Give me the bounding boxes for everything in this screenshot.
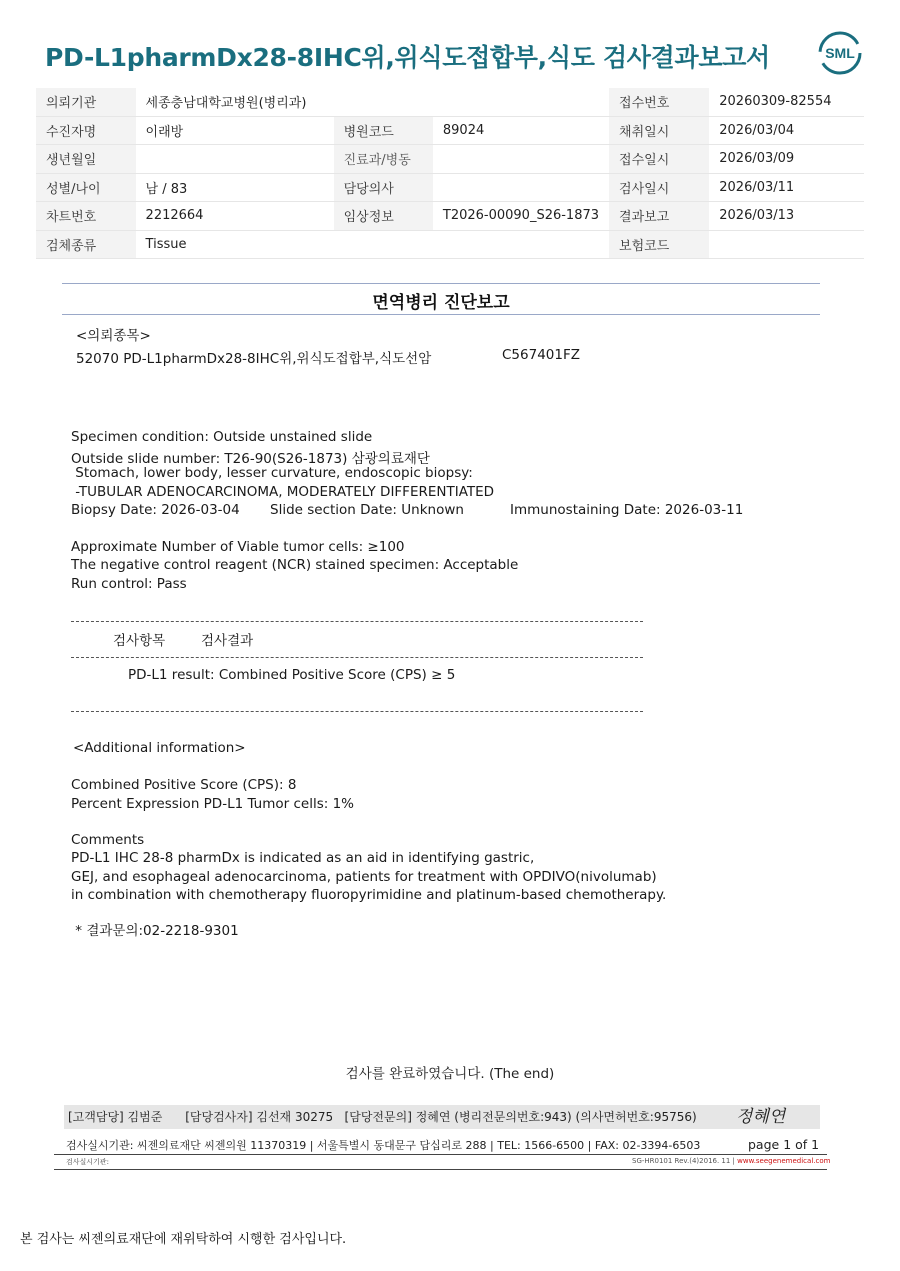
chart-no-value: 2212664 [136, 202, 334, 231]
insurance-code-label: 보험코드 [609, 230, 709, 259]
comment-line: PD-L1 IHC 28-8 pharmDx is indicated as an aid in identifying gastric, [71, 850, 535, 866]
cps-value: Combined Positive Score (CPS): 8 [71, 777, 297, 793]
diagnosis: -TUBULAR ADENOCARCINOMA, MODERATELY DIFFERENTIATED [71, 484, 495, 500]
recipient-value: 이래방 [136, 116, 334, 145]
requesting-org-value: 세종충남대학교병원(병리과) [136, 88, 609, 116]
title-rule-bottom [62, 314, 820, 315]
dept-value [433, 145, 609, 174]
table-row [36, 230, 864, 259]
specimen-type-label: 검체종류 [36, 230, 136, 259]
clinical-info-label: 임상정보 [334, 202, 433, 231]
specimen-condition: Specimen condition: Outside unstained slide [71, 429, 373, 445]
sex-age-label: 성별/나이 [36, 173, 136, 202]
footer-rule [54, 1154, 827, 1155]
page-number: page 1 of 1 [748, 1137, 820, 1152]
doctor-value [433, 173, 609, 202]
additional-info-label: <Additional information> [73, 740, 246, 756]
outside-slide: Outside slide number: T26-90(S26-1873) 삼광의료재단 [71, 451, 430, 467]
footer-small-label: 검사실시기관: [66, 1158, 109, 1166]
test-date-value: 2026/03/11 [709, 173, 864, 202]
bottom-note: 본 검사는 씨젠의료재단에 재위탁하여 시행한 검사입니다. [20, 1232, 347, 1247]
signature: 정혜연 [736, 1107, 786, 1127]
table-row [36, 145, 864, 174]
receipt-date-label: 접수일시 [609, 145, 709, 174]
stain-date: Immunostaining Date: 2026-03-11 [510, 502, 744, 518]
collection-date-label: 채취일시 [609, 116, 709, 145]
report-date-value: 2026/03/13 [709, 202, 864, 231]
dashed-divider [71, 621, 643, 622]
insurance-code-value [709, 230, 864, 259]
dashed-divider [71, 711, 643, 712]
report-title-header: PD-L1pharmDx28-8IHC위,위식도접합부,식도 검사결과보고서 [45, 43, 770, 72]
footer-form-code [632, 1157, 830, 1165]
report-date-label: 결과보고 [609, 202, 709, 231]
chart-no-label: 차트번호 [36, 202, 136, 231]
pdl1-result: PD-L1 result: Combined Positive Score (CPS) ≥ 5 [128, 667, 456, 683]
clinical-info-value: T2026-00090_S26-1873 [433, 202, 609, 231]
dashed-divider [71, 657, 643, 658]
comment-line: in combination with chemotherapy fluoropyrimidine and platinum-based chemotherapy. [71, 887, 667, 903]
sml-logo [817, 30, 863, 76]
patient-info-table [36, 88, 864, 259]
col-test-result: 검사결과 [201, 633, 254, 649]
section-date: Slide section Date: Unknown [270, 502, 464, 518]
report-section-title: 면역병리 진단보고 [372, 293, 510, 313]
table-row [36, 116, 864, 145]
request-code: C567401FZ [502, 347, 580, 363]
comments-label: Comments [71, 832, 145, 848]
form-code-text: SG-HR0101 Rev.(4)2016. 11 | [632, 1157, 735, 1165]
recipient-label: 수진자명 [36, 116, 136, 145]
ncr-result: The negative control reagent (NCR) stained specimen: Acceptable [71, 557, 519, 573]
col-test-item: 검사항목 [113, 633, 166, 649]
test-date-label: 검사일시 [609, 173, 709, 202]
viable-cells: Approximate Number of Viable tumor cells: ≥100 [71, 539, 405, 555]
specimen-type-value: Tissue [136, 230, 609, 259]
table-row [36, 173, 864, 202]
comment-line: GEJ, and esophageal adenocarcinoma, patients for treatment with OPDIVO(nivolumab) [71, 869, 657, 885]
birth-label: 생년월일 [36, 145, 136, 174]
receipt-date-value: 2026/03/09 [709, 145, 864, 174]
receipt-no-value: 20260309-82554 [709, 88, 864, 116]
result-inquiry: * 결과문의:02-2218-9301 [71, 923, 239, 939]
footer-staff: [고객담당] 김범준 [담당검사자] 김선재 30275 [담당전문의] 정혜연 (병리전문의번호:943) (의사면허번호:95756) [68, 1110, 697, 1124]
hospital-code-value: 89024 [433, 116, 609, 145]
footer-institution: 검사실시기관: 씨젠의료재단 씨젠의원 11370319 | 서울특별시 동대문구 답십리로 288 | TEL: 1566-6500 | FAX: 02-3394-6503 [66, 1139, 701, 1152]
website-link[interactable]: www.seegenemedical.com [737, 1157, 831, 1165]
footer-rule [54, 1169, 827, 1170]
collection-date-value: 2026/03/04 [709, 116, 864, 145]
sml-logo-text: SML [825, 45, 855, 61]
receipt-no-label: 접수번호 [609, 88, 709, 116]
tps-value: Percent Expression PD-L1 Tumor cells: 1% [71, 796, 354, 812]
doctor-label: 담당의사 [334, 173, 433, 202]
table-row [36, 88, 864, 116]
table-row [36, 202, 864, 231]
specimen-site: Stomach, lower body, lesser curvature, endoscopic biopsy: [71, 465, 473, 481]
hospital-code-label: 병원코드 [334, 116, 433, 145]
title-rule-top [62, 283, 820, 284]
dept-label: 진료과/병동 [334, 145, 433, 174]
sex-age-value: 남 / 83 [136, 173, 334, 202]
end-text: 검사를 완료하였습니다. (The end) [345, 1066, 555, 1082]
birth-value [136, 145, 334, 174]
request-item-label: <의뢰종목> [76, 328, 151, 344]
requesting-org-label: 의뢰기관 [36, 88, 136, 116]
biopsy-date: Biopsy Date: 2026-03-04 [71, 502, 240, 518]
run-control: Run control: Pass [71, 576, 187, 592]
request-item: 52070 PD-L1pharmDx28-8IHC위,위식도접합부,식도선암 [76, 351, 432, 367]
